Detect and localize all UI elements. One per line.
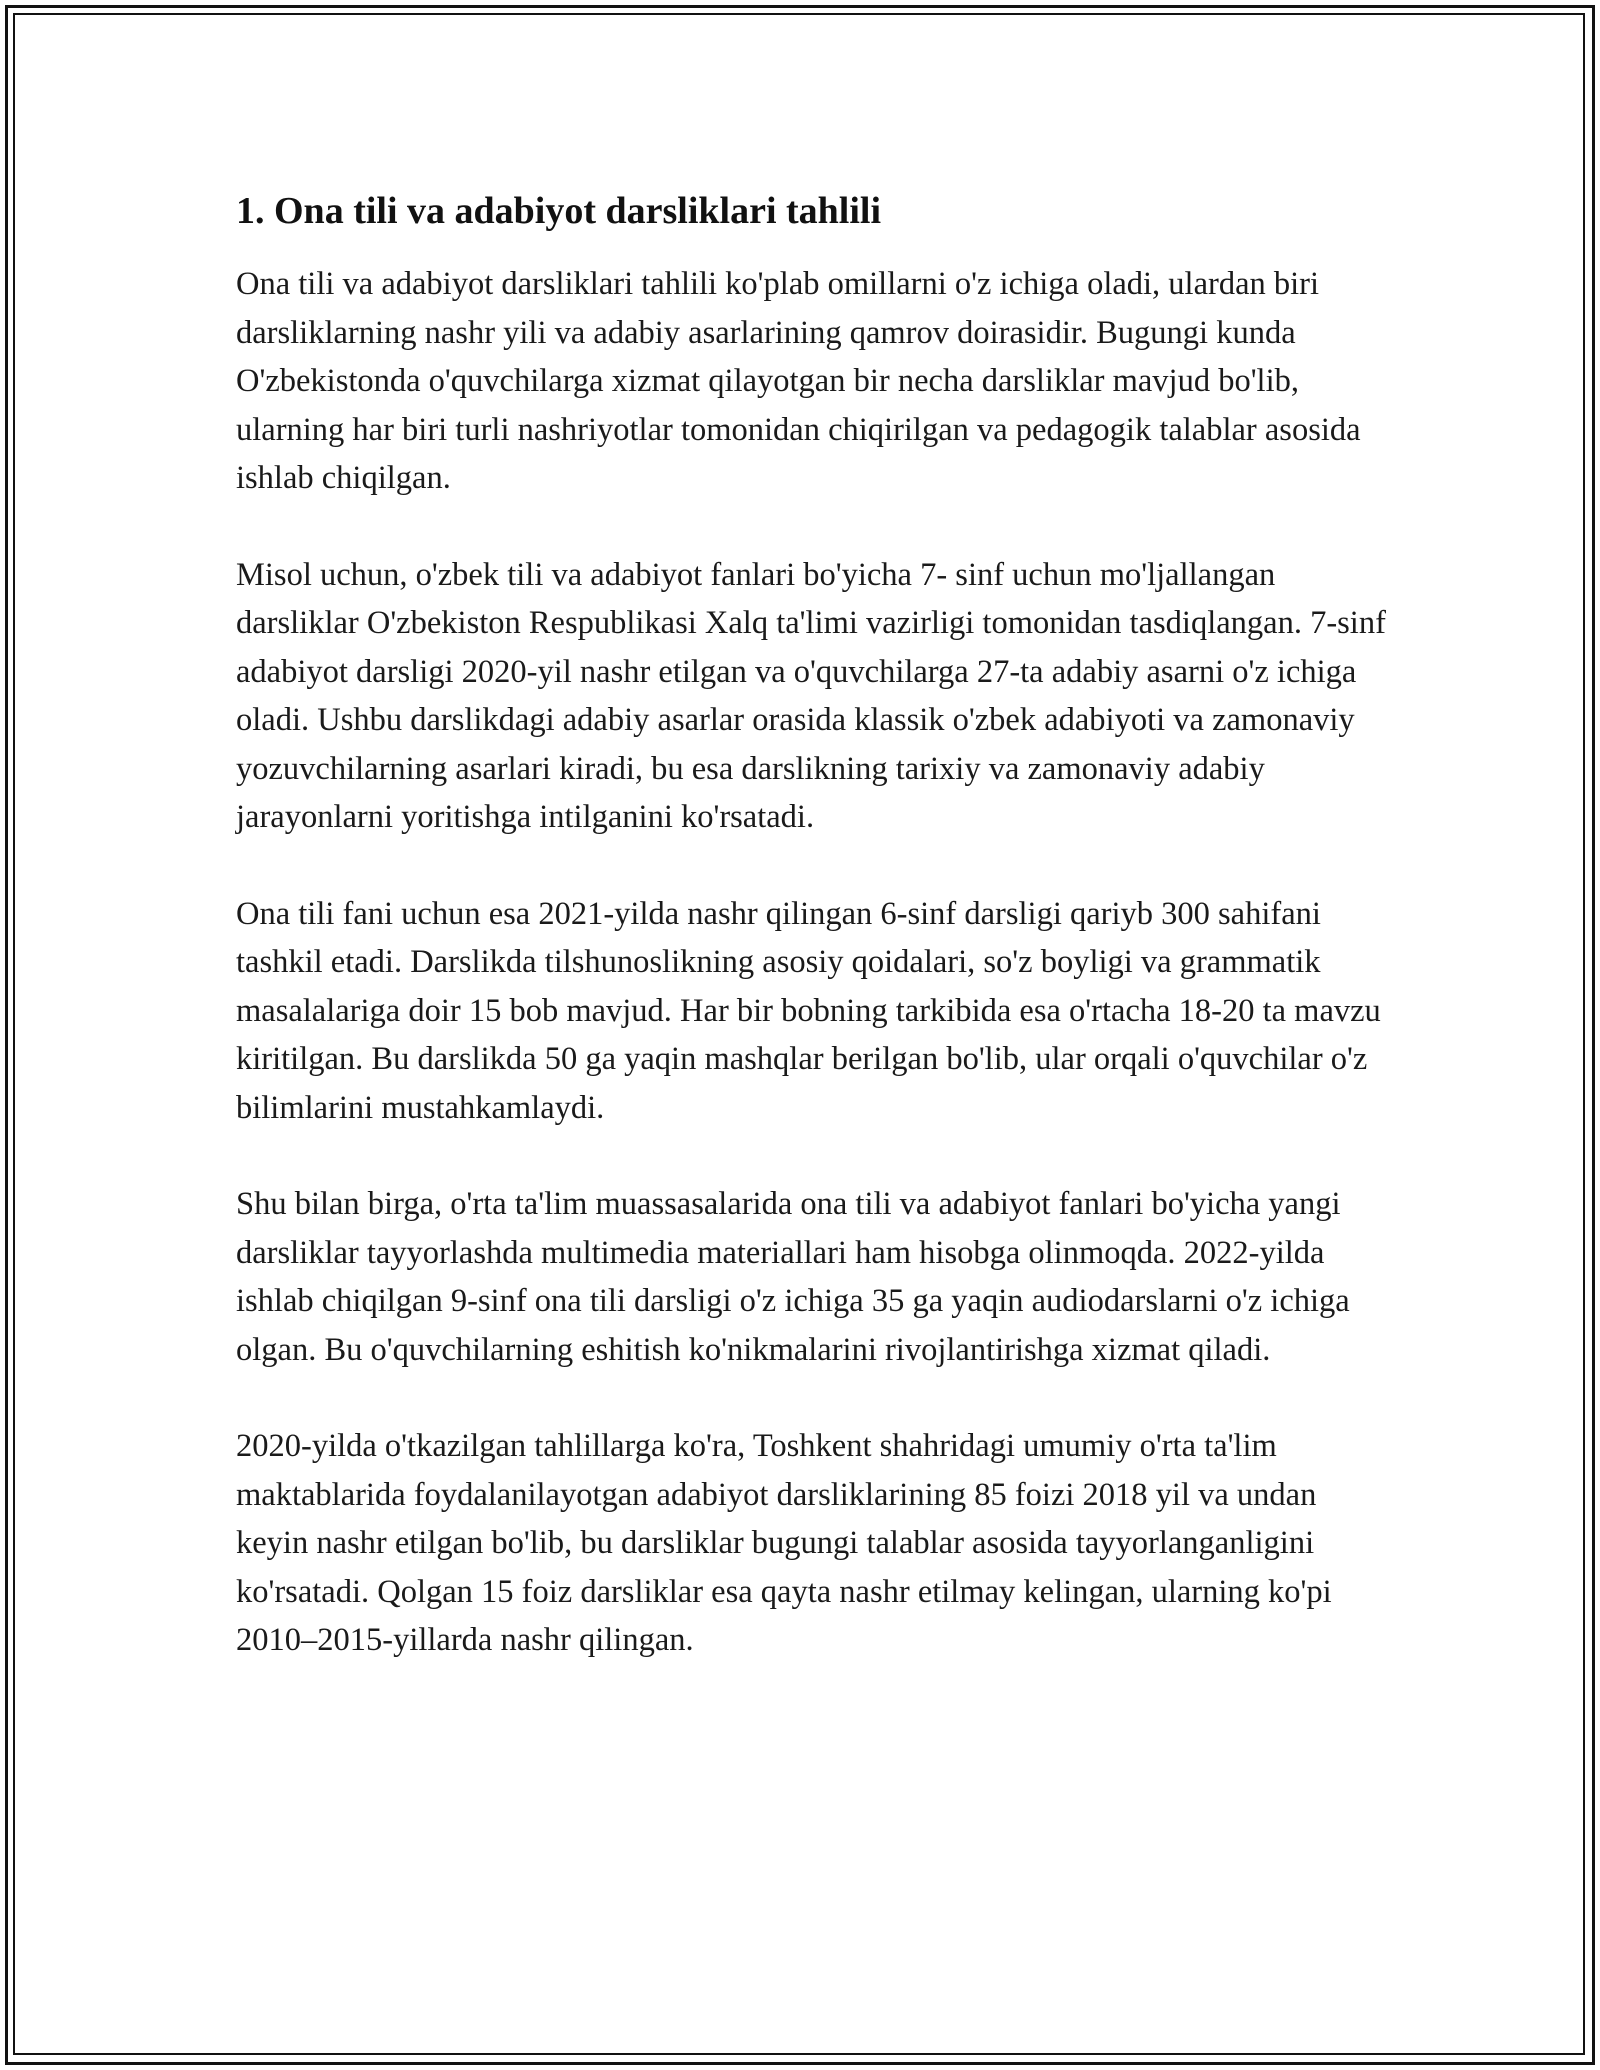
paragraph-intro: Ona tili va adabiyot darsliklari tahlili ko'plab omillarni o'z ichiga oladi, ulardan biri darsliklarning nashr yili va adabiy asarlarining qamrov doirasidir. Bugungi kunda O'zbekistonda o'quvchilarga xizmat qilayotgan bir necha darsliklar mavjud bo'lib, ularning har biri turli nashriyotlar tomonidan chiqirilgan va pedagogik talablar asosida ishlab chiqilgan.: [236, 266, 1361, 496]
paragraph-multimedia: Shu bilan birga, o'rta ta'lim muassasalarida ona tili va adabiyot fanlari bo'yicha yangi darsliklar tayyorlashda multimedia materiallari ham hisobga olinmoqda. 2022-yilda ishlab chiqilgan 9-sinf ona tili darsligi o'z ichiga 35 ga yaqin audiodarslarni o'z ichiga olgan. Bu o'quvchilarning eshitish ko'nikmalarini rivojlantirishga xizmat qiladi.: [236, 1186, 1350, 1368]
document-body: [236, 186, 1386, 1713]
section-heading: 1. Ona tili va adabiyot darsliklari tahlili: [236, 190, 882, 232]
paragraph-grade-6-native-language: Ona tili fani uchun esa 2021-yilda nashr qilingan 6-sinf darsligi qariyb 300 sahifani tashkil etadi. Darslikda tilshunoslikning asosiy qoidalari, so'z boyligi va grammatik masalalariga doir 15 bob mavjud. Har bir bobning tarkibida esa o'rtacha 18-20 ta mavzu kiritilgan. Bu darslikda 50 ga yaqin mashqlar berilgan bo'lib, ular orqali o'quvchilar o'z bilimlarini mustahkamlaydi.: [236, 895, 1381, 1126]
paragraph-tashkent-analysis: 2020-yilda o'tkazilgan tahlillarga ko'ra, Toshkent shahridagi umumiy o'rta ta'lim maktablarida foydalanilayotgan adabiyot darsliklarining 85 foizi 2018 yil va undan keyin nashr etilgan bo'lib, bu darsliklar bugungi talablar asosida tayyorlanganligini ko'rsatadi. Qolgan 15 foiz darsliklar esa qayta nashr etilmay kelingan, ularning ko'pi 2010–2015-yillarda nashr qilingan.: [236, 1428, 1332, 1658]
paragraph-grade-7-literature: Misol uchun, o'zbek tili va adabiyot fanlari bo'yicha 7- sinf uchun mo'ljallangan darsliklar O'zbekiston Respublikasi Xalq ta'limi vazirligi tomonidan tasdiqlangan. 7-sinf adabiyot darsligi 2020-yil nashr etilgan va o'quvchilarga 27-ta adabiy asarni o'z ichiga oladi. Ushbu darslikdagi adabiy asarlar orasida klassik o'zbek adabiyoti va zamonaviy yozuvchilarning asarlari kiradi, bu esa darslikning tarixiy va zamonaviy adabiy jarayonlarni yoritishga intilganini ko'rsatadi.: [236, 556, 1386, 835]
